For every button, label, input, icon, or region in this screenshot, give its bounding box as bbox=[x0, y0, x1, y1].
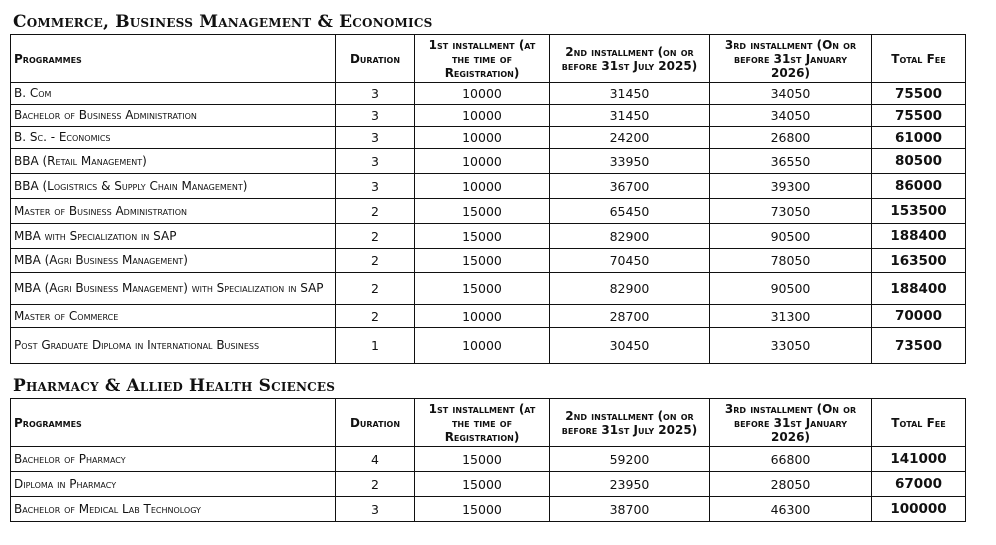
table-row bbox=[11, 305, 966, 328]
installment-3-cell: 39300 bbox=[710, 174, 872, 199]
duration-cell: 3 bbox=[336, 149, 415, 174]
installment-2-cell: 59200 bbox=[550, 447, 710, 472]
installment-3-cell: 66800 bbox=[710, 447, 872, 472]
table-header-row bbox=[11, 35, 966, 83]
table-row bbox=[11, 127, 966, 149]
programme-name: MBA (Agri Business Management) bbox=[11, 249, 336, 273]
header-duration: Duration bbox=[336, 399, 415, 447]
header-programmes: Programmes bbox=[11, 35, 336, 83]
total-fee-cell: 67000 bbox=[872, 472, 966, 497]
installment-2-cell: 36700 bbox=[550, 174, 710, 199]
programme-name: B. Com bbox=[11, 83, 336, 105]
total-fee-cell: 61000 bbox=[872, 127, 966, 149]
duration-cell: 3 bbox=[336, 497, 415, 522]
installment-3-cell: 33050 bbox=[710, 328, 872, 364]
header-installment-2: 2nd installment (on or before 31st July 2025) bbox=[550, 399, 710, 447]
installment-2-cell: 30450 bbox=[550, 328, 710, 364]
installment-1-cell: 15000 bbox=[415, 472, 550, 497]
table-row bbox=[11, 472, 966, 497]
duration-cell: 2 bbox=[336, 472, 415, 497]
table-row bbox=[11, 497, 966, 522]
header-total-fee: Total Fee bbox=[872, 399, 966, 447]
installment-1-cell: 15000 bbox=[415, 199, 550, 224]
total-fee-cell: 141000 bbox=[872, 447, 966, 472]
table-row bbox=[11, 273, 966, 305]
installment-3-cell: 78050 bbox=[710, 249, 872, 273]
programme-name: B. Sc. - Economics bbox=[11, 127, 336, 149]
table-header-row bbox=[11, 399, 966, 447]
programme-name: Diploma in Pharmacy bbox=[11, 472, 336, 497]
duration-cell: 2 bbox=[336, 199, 415, 224]
duration-cell: 2 bbox=[336, 249, 415, 273]
table-row bbox=[11, 174, 966, 199]
total-fee-cell: 75500 bbox=[872, 105, 966, 127]
total-fee-cell: 153500 bbox=[872, 199, 966, 224]
installment-1-cell: 15000 bbox=[415, 497, 550, 522]
table-body-commerce bbox=[11, 83, 966, 364]
duration-cell: 2 bbox=[336, 273, 415, 305]
installment-3-cell: 73050 bbox=[710, 199, 872, 224]
header-installment-1: 1st installment (at the time of Registration) bbox=[415, 35, 550, 83]
fee-table-commerce bbox=[10, 34, 966, 364]
installment-2-cell: 33950 bbox=[550, 149, 710, 174]
duration-cell: 3 bbox=[336, 105, 415, 127]
installment-1-cell: 10000 bbox=[415, 305, 550, 328]
total-fee-cell: 75500 bbox=[872, 83, 966, 105]
programme-name: Master of Commerce bbox=[11, 305, 336, 328]
installment-1-cell: 15000 bbox=[415, 224, 550, 249]
table-row bbox=[11, 199, 966, 224]
programme-name: Post Graduate Diploma in International Business bbox=[11, 328, 336, 364]
installment-2-cell: 28700 bbox=[550, 305, 710, 328]
installment-1-cell: 10000 bbox=[415, 127, 550, 149]
total-fee-cell: 188400 bbox=[872, 224, 966, 249]
duration-cell: 3 bbox=[336, 174, 415, 199]
duration-cell: 4 bbox=[336, 447, 415, 472]
installment-1-cell: 10000 bbox=[415, 174, 550, 199]
duration-cell: 2 bbox=[336, 305, 415, 328]
table-row bbox=[11, 249, 966, 273]
installment-3-cell: 34050 bbox=[710, 105, 872, 127]
installment-1-cell: 10000 bbox=[415, 105, 550, 127]
installment-2-cell: 82900 bbox=[550, 273, 710, 305]
total-fee-cell: 188400 bbox=[872, 273, 966, 305]
installment-1-cell: 15000 bbox=[415, 273, 550, 305]
programme-name: BBA (Logistrics & Supply Chain Management) bbox=[11, 174, 336, 199]
installment-1-cell: 10000 bbox=[415, 328, 550, 364]
duration-cell: 1 bbox=[336, 328, 415, 364]
installment-2-cell: 65450 bbox=[550, 199, 710, 224]
header-duration: Duration bbox=[336, 35, 415, 83]
total-fee-cell: 80500 bbox=[872, 149, 966, 174]
installment-1-cell: 10000 bbox=[415, 83, 550, 105]
table-row bbox=[11, 224, 966, 249]
header-installment-3: 3rd installment (On or before 31st January 2026) bbox=[710, 399, 872, 447]
table-row bbox=[11, 328, 966, 364]
installment-1-cell: 15000 bbox=[415, 447, 550, 472]
table-row bbox=[11, 105, 966, 127]
installment-2-cell: 38700 bbox=[550, 497, 710, 522]
installment-3-cell: 90500 bbox=[710, 224, 872, 249]
installment-3-cell: 46300 bbox=[710, 497, 872, 522]
installment-3-cell: 28050 bbox=[710, 472, 872, 497]
total-fee-cell: 86000 bbox=[872, 174, 966, 199]
installment-3-cell: 34050 bbox=[710, 83, 872, 105]
header-programmes: Programmes bbox=[11, 399, 336, 447]
installment-2-cell: 82900 bbox=[550, 224, 710, 249]
section-title-pharmacy: Pharmacy & Allied Health Sciences bbox=[13, 376, 336, 396]
table-row bbox=[11, 447, 966, 472]
header-installment-2: 2nd installment (on or before 31st July 2025) bbox=[550, 35, 710, 83]
programme-name: Bachelor of Business Administration bbox=[11, 105, 336, 127]
total-fee-cell: 70000 bbox=[872, 305, 966, 328]
duration-cell: 3 bbox=[336, 127, 415, 149]
installment-3-cell: 31300 bbox=[710, 305, 872, 328]
installment-2-cell: 23950 bbox=[550, 472, 710, 497]
programme-name: Master of Business Administration bbox=[11, 199, 336, 224]
programme-name: Bachelor of Medical Lab Technology bbox=[11, 497, 336, 522]
total-fee-cell: 100000 bbox=[872, 497, 966, 522]
installment-1-cell: 10000 bbox=[415, 149, 550, 174]
table-row bbox=[11, 83, 966, 105]
table-body-pharmacy bbox=[11, 447, 966, 522]
installment-2-cell: 31450 bbox=[550, 83, 710, 105]
programme-name: MBA (Agri Business Management) with Specialization in SAP bbox=[11, 273, 336, 305]
installment-1-cell: 15000 bbox=[415, 249, 550, 273]
programme-name: MBA with Specialization in SAP bbox=[11, 224, 336, 249]
section-title-commerce: Commerce, Business Management & Economics bbox=[13, 12, 433, 32]
programme-name: BBA (Retail Management) bbox=[11, 149, 336, 174]
installment-2-cell: 70450 bbox=[550, 249, 710, 273]
programme-name: Bachelor of Pharmacy bbox=[11, 447, 336, 472]
fee-table-pharmacy bbox=[10, 398, 966, 522]
duration-cell: 3 bbox=[336, 83, 415, 105]
header-total-fee: Total Fee bbox=[872, 35, 966, 83]
installment-2-cell: 31450 bbox=[550, 105, 710, 127]
header-installment-3: 3rd installment (On or before 31st January 2026) bbox=[710, 35, 872, 83]
duration-cell: 2 bbox=[336, 224, 415, 249]
header-installment-1: 1st installment (at the time of Registration) bbox=[415, 399, 550, 447]
installment-3-cell: 36550 bbox=[710, 149, 872, 174]
installment-3-cell: 90500 bbox=[710, 273, 872, 305]
table-row bbox=[11, 149, 966, 174]
installment-2-cell: 24200 bbox=[550, 127, 710, 149]
total-fee-cell: 163500 bbox=[872, 249, 966, 273]
installment-3-cell: 26800 bbox=[710, 127, 872, 149]
total-fee-cell: 73500 bbox=[872, 328, 966, 364]
